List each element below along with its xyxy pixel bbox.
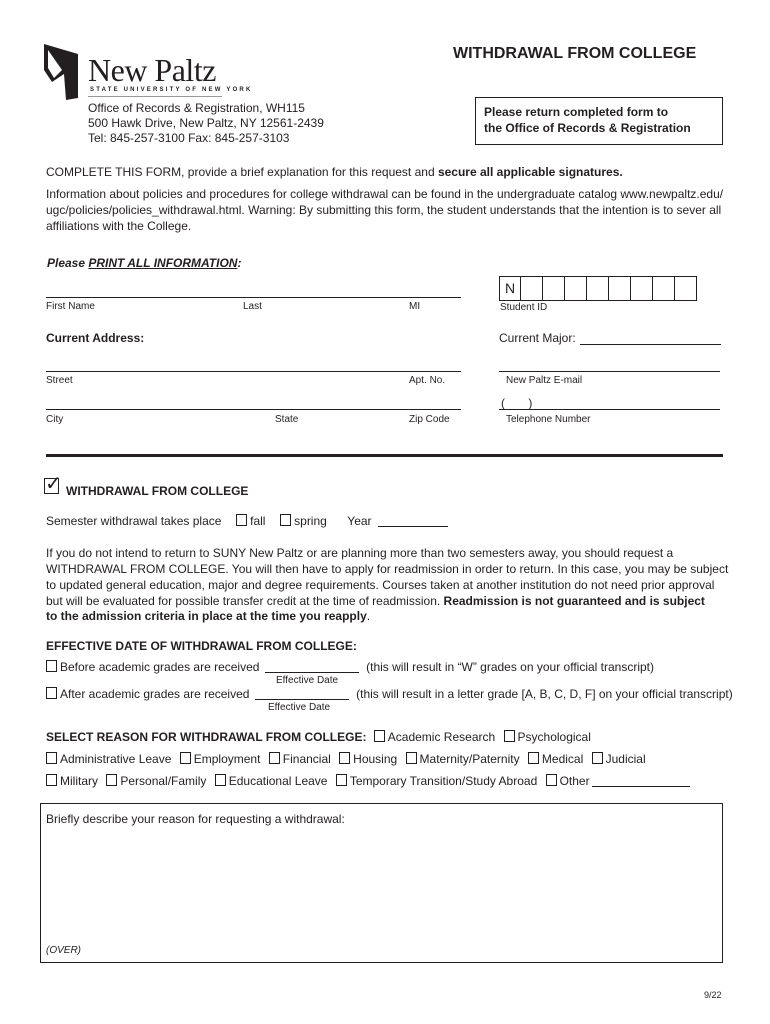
after-grades-row	[46, 687, 733, 701]
withdrawal-info-line-4	[46, 594, 705, 608]
withdrawal-heading: WITHDRAWAL FROM COLLEGE	[66, 484, 249, 498]
withdrawal-info-line-3: to updated general education, major and degree requirements. Courses taken at another institution do not need prior approval	[46, 578, 715, 592]
student-id-digit[interactable]	[675, 276, 697, 301]
other-label: Other	[559, 774, 590, 788]
before-grades-label: Before academic grades are received	[60, 660, 260, 674]
current-major-label: Current Major:	[499, 331, 576, 345]
office-address: 500 Hawk Drive, New Paltz, NY 12561-2439	[88, 116, 324, 130]
fall-label: fall	[250, 514, 266, 528]
section-divider	[46, 454, 723, 457]
form-version: 9/22	[704, 990, 722, 1000]
reasons-heading: SELECT REASON FOR WITHDRAWAL FROM COLLEGE:	[46, 730, 367, 744]
medical-checkbox[interactable]	[528, 752, 539, 764]
other-checkbox[interactable]	[546, 774, 557, 786]
fall-checkbox[interactable]	[236, 514, 247, 526]
reasons-row-3	[46, 774, 695, 788]
educational-leave-checkbox[interactable]	[215, 774, 226, 786]
student-id-digit[interactable]	[631, 276, 653, 301]
student-id-digit[interactable]	[609, 276, 631, 301]
financial-checkbox[interactable]	[269, 752, 280, 764]
military-label: Military	[60, 774, 98, 788]
email-input-line[interactable]	[499, 371, 720, 372]
intro-info-line-2: ugc/policies/policies_withdrawal.html. Warning: By submitting this form, the student understands that the intention is to sever all	[46, 203, 722, 217]
semester-label: Semester withdrawal takes place	[46, 514, 222, 528]
after-grades-note: (this will result in a letter grade [A, B, C, D, F] on your official transcript)	[356, 687, 733, 701]
print-underlined: PRINT ALL INFORMATION	[88, 256, 238, 270]
intro-instruction	[46, 165, 623, 179]
over-note: (OVER)	[46, 945, 81, 956]
student-id-digit[interactable]	[653, 276, 675, 301]
before-grades-row	[46, 660, 654, 674]
last-name-label: Last	[243, 301, 262, 312]
intro-info-line-1: Information about policies and procedures for college withdrawal can be found in the undergraduate catalog www.newpaltz.edu/	[46, 187, 724, 201]
judicial-label: Judicial	[605, 752, 646, 766]
withdrawal-info-line-5	[46, 609, 370, 623]
student-id-digit[interactable]	[521, 276, 543, 301]
student-id-digit[interactable]	[587, 276, 609, 301]
street-input-line[interactable]	[46, 371, 461, 372]
page-title: WITHDRAWAL FROM COLLEGE	[453, 45, 697, 62]
maternity-paternity-label: Maternity/Paternity	[419, 752, 520, 766]
withdrawal-info-line-1: If you do not intend to return to SUNY New Paltz or are planning more than two semesters away, you should request a	[46, 546, 674, 560]
personal-family-checkbox[interactable]	[106, 774, 117, 786]
print-pre: Please	[47, 256, 89, 270]
apt-label: Apt. No.	[409, 375, 446, 386]
reason-description-box[interactable]	[40, 803, 723, 963]
street-label: Street	[46, 375, 73, 386]
maternity-paternity-checkbox[interactable]	[406, 752, 417, 764]
checkmark-icon: ✓	[45, 473, 62, 495]
temporary-transition-label: Temporary Transition/Study Abroad	[349, 774, 538, 788]
after-grades-label: After academic grades are received	[60, 687, 250, 701]
first-name-label: First Name	[46, 301, 95, 312]
student-id-label: Student ID	[500, 302, 548, 313]
print-instruction	[47, 256, 241, 270]
military-checkbox[interactable]	[46, 774, 57, 786]
student-id-digit[interactable]	[565, 276, 587, 301]
state-label: State	[275, 414, 299, 425]
return-line-1: Please return completed form to	[484, 105, 669, 119]
after-effective-date-label: Effective Date	[268, 702, 331, 713]
housing-checkbox[interactable]	[339, 752, 350, 764]
administrative-leave-label: Administrative Leave	[60, 752, 172, 766]
phone-area-code: ( )	[501, 396, 533, 410]
name-input-line[interactable]	[46, 297, 461, 298]
judicial-checkbox[interactable]	[592, 752, 603, 764]
reasons-row-1	[46, 730, 596, 744]
before-grades-note: (this will result in “W” grades on your official transcript)	[366, 660, 655, 674]
zip-label: Zip Code	[409, 414, 450, 425]
administrative-leave-checkbox[interactable]	[46, 752, 57, 764]
intro-instruction-text: COMPLETE THIS FORM, provide a brief explanation for this request and	[46, 165, 438, 179]
readmission-warning: Readmission is not guaranteed and is subject	[443, 594, 705, 608]
city-input-line[interactable]	[46, 409, 461, 410]
current-major-input[interactable]	[580, 344, 721, 345]
withdrawal-info-period: .	[366, 609, 371, 623]
student-id-boxes[interactable]	[499, 276, 697, 301]
readmission-warning-cont: to the admission criteria in place at the time you reapply	[46, 609, 367, 623]
student-id-prefix: N	[499, 276, 521, 301]
year-label: Year	[347, 514, 372, 528]
return-notice-box	[475, 97, 723, 145]
spring-label: spring	[294, 514, 327, 528]
after-effective-date-input[interactable]	[255, 687, 349, 700]
before-effective-date-input[interactable]	[265, 660, 359, 673]
reasons-row-2	[46, 752, 651, 766]
temporary-transition-checkbox[interactable]	[336, 774, 347, 786]
withdrawal-info-line-4-text: but will be evaluated for possible transfer credit at the time of readmission.	[46, 594, 444, 608]
effective-date-heading: EFFECTIVE DATE OF WITHDRAWAL FROM COLLEGE:	[46, 639, 357, 653]
telephone-input-line[interactable]	[499, 409, 720, 410]
print-post: :	[237, 256, 242, 270]
psychological-label: Psychological	[517, 730, 591, 744]
withdrawal-checkbox[interactable]	[44, 473, 62, 495]
educational-leave-label: Educational Leave	[228, 774, 328, 788]
year-input[interactable]	[378, 514, 448, 527]
academic-research-checkbox[interactable]	[374, 730, 385, 742]
financial-label: Financial	[282, 752, 331, 766]
logo-name: New Paltz	[88, 52, 216, 88]
withdrawal-info-line-2: WITHDRAWAL FROM COLLEGE. You will then have to apply for readmission in order to return. In this case, you may be subject	[46, 562, 729, 576]
spring-checkbox[interactable]	[280, 514, 291, 526]
academic-research-label: Academic Research	[387, 730, 496, 744]
logo-subtitle: STATE UNIVERSITY OF NEW YORK	[90, 87, 253, 93]
current-address-heading: Current Address:	[46, 331, 145, 345]
new-paltz-logo-icon	[44, 44, 78, 100]
psychological-checkbox[interactable]	[504, 730, 515, 742]
office-phone: Tel: 845-257-3100 Fax: 845-257-3103	[88, 131, 290, 145]
personal-family-label: Personal/Family	[120, 774, 207, 788]
return-line-2: the Office of Records & Registration	[484, 121, 691, 135]
employment-checkbox[interactable]	[180, 752, 191, 764]
semester-row	[46, 514, 448, 528]
employment-label: Employment	[193, 752, 261, 766]
telephone-label: Telephone Number	[506, 414, 591, 425]
reason-description-label: Briefly describe your reason for requesting a withdrawal:	[46, 812, 345, 826]
before-grades-checkbox[interactable]	[46, 660, 57, 672]
city-label: City	[46, 414, 64, 425]
housing-label: Housing	[353, 752, 398, 766]
before-effective-date-label: Effective Date	[276, 675, 339, 686]
intro-info-line-3: affiliations with the College.	[46, 219, 192, 233]
after-grades-checkbox[interactable]	[46, 687, 57, 699]
intro-instruction-bold: secure all applicable signatures.	[437, 165, 623, 179]
medical-label: Medical	[541, 752, 584, 766]
student-id-digit[interactable]	[543, 276, 565, 301]
office-name: Office of Records & Registration, WH115	[88, 101, 305, 115]
mi-label: MI	[409, 301, 421, 312]
other-input[interactable]	[592, 774, 690, 787]
email-label: New Paltz E-mail	[506, 375, 583, 386]
